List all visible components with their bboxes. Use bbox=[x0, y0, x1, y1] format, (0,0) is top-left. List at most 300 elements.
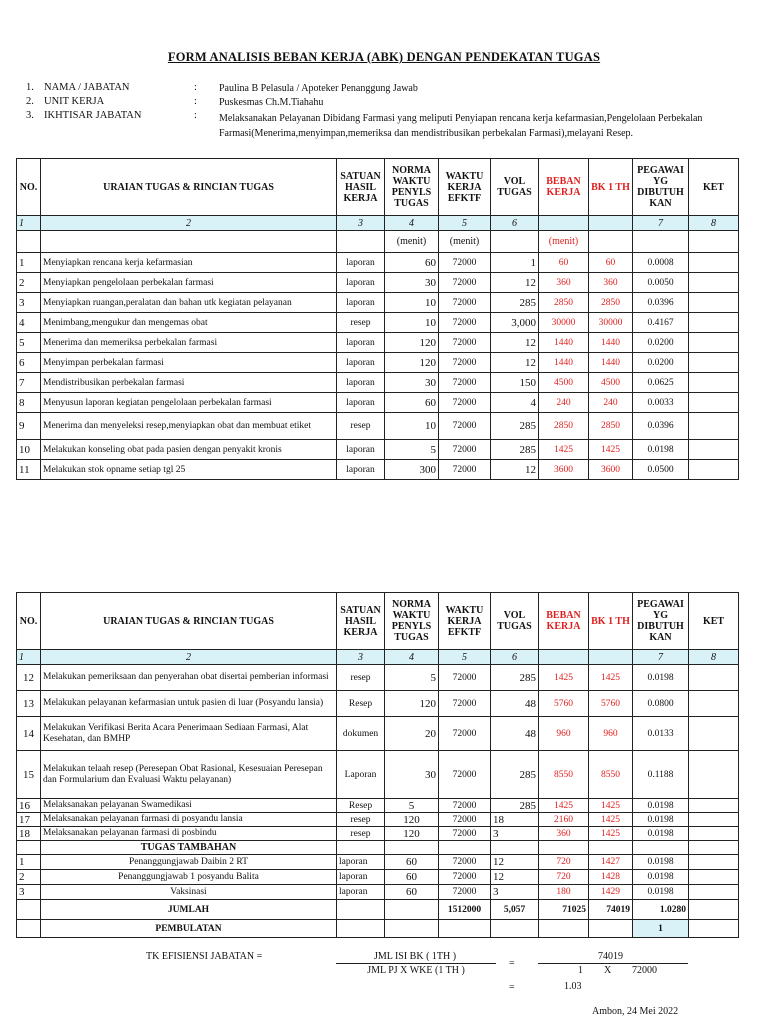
cell-waktu: 72000 bbox=[439, 313, 491, 333]
cell-vol: 285 bbox=[491, 799, 539, 813]
cell-empty bbox=[17, 920, 41, 938]
table-row bbox=[17, 827, 739, 841]
info-row bbox=[26, 110, 766, 150]
column-number: 8 bbox=[689, 650, 739, 665]
cell-pegawai: 0.0033 bbox=[633, 393, 689, 413]
cell-waktu: 72000 bbox=[439, 751, 491, 799]
unit-beban: (menit) bbox=[539, 231, 589, 253]
tugas-tambahan-label: TUGAS TAMBAHAN bbox=[41, 841, 337, 855]
column-number: 8 bbox=[689, 216, 739, 231]
cell-vol: 12 bbox=[491, 333, 539, 353]
cell-satuan: laporan bbox=[337, 855, 385, 870]
abk-table-2 bbox=[16, 592, 739, 938]
table-row bbox=[17, 273, 739, 293]
cell-pegawai: 0.0198 bbox=[633, 813, 689, 827]
table-row bbox=[17, 353, 739, 373]
cell-norma: 10 bbox=[385, 413, 439, 440]
column-number: 2 bbox=[41, 650, 337, 665]
cell-no: 17 bbox=[17, 813, 41, 827]
cell-beban: 8550 bbox=[539, 751, 589, 799]
cell-bk: 2850 bbox=[589, 293, 633, 313]
cell-waktu: 72000 bbox=[439, 353, 491, 373]
column-number: 6 bbox=[491, 650, 539, 665]
cell-no: 18 bbox=[17, 827, 41, 841]
column-number: 3 bbox=[337, 216, 385, 231]
cell-no: 8 bbox=[17, 393, 41, 413]
cell-pegawai: 0.0198 bbox=[633, 870, 689, 885]
cell-vol: 285 bbox=[491, 665, 539, 691]
header-satuan: SATUAN HASIL KERJA bbox=[337, 593, 385, 650]
cell-uraian: Penanggungjawab Daibin 2 RT bbox=[41, 855, 337, 870]
column-number: 4 bbox=[385, 650, 439, 665]
cell-satuan: laporan bbox=[337, 253, 385, 273]
cell-bk: 4500 bbox=[589, 373, 633, 393]
cell-ket bbox=[689, 751, 739, 799]
cell-empty bbox=[337, 920, 385, 938]
cell-vol: 3 bbox=[491, 885, 539, 900]
table-row bbox=[17, 393, 739, 413]
cell-beban: 1440 bbox=[539, 333, 589, 353]
info-number: 1. bbox=[26, 82, 34, 93]
cell-no: 9 bbox=[17, 413, 41, 440]
formula-den-a: 1 bbox=[578, 965, 583, 976]
cell-ket bbox=[689, 691, 739, 717]
cell-uraian: Menyiapkan ruangan,peralatan dan bahan utk kegiatan pelayanan bbox=[41, 293, 337, 313]
cell-vol: 4 bbox=[491, 393, 539, 413]
header-ket: KET bbox=[689, 593, 739, 650]
cell-norma: 60 bbox=[385, 885, 439, 900]
cell-norma: 120 bbox=[385, 813, 439, 827]
header-beban: BEBAN KERJA bbox=[539, 159, 589, 216]
cell-empty bbox=[491, 920, 539, 938]
table-row bbox=[17, 885, 739, 900]
cell-satuan: laporan bbox=[337, 333, 385, 353]
info-number: 3. bbox=[26, 110, 34, 121]
cell-empty bbox=[689, 841, 739, 855]
cell-waktu: 72000 bbox=[439, 691, 491, 717]
cell-satuan: laporan bbox=[337, 273, 385, 293]
cell-satuan: laporan bbox=[337, 870, 385, 885]
cell-waktu: 72000 bbox=[439, 253, 491, 273]
cell-empty bbox=[633, 841, 689, 855]
formula-den-x: X bbox=[604, 965, 612, 976]
column-number bbox=[589, 650, 633, 665]
header-no: NO. bbox=[17, 159, 41, 216]
header-vol: VOL TUGAS bbox=[491, 593, 539, 650]
cell-empty bbox=[385, 841, 439, 855]
cell-norma: 120 bbox=[385, 691, 439, 717]
cell-ket bbox=[689, 353, 739, 373]
cell-empty bbox=[539, 841, 589, 855]
column-number: 1 bbox=[17, 216, 41, 231]
cell-uraian: Menyiapkan rencana kerja kefarmasian bbox=[41, 253, 337, 273]
cell-beban: 30000 bbox=[539, 313, 589, 333]
cell-empty bbox=[491, 841, 539, 855]
cell-vol: 285 bbox=[491, 440, 539, 460]
cell-no: 1 bbox=[17, 253, 41, 273]
cell-no: 13 bbox=[17, 691, 41, 717]
cell-ket bbox=[689, 665, 739, 691]
jumlah-pegawai: 1.0280 bbox=[633, 900, 689, 920]
pembulatan-label: PEMBULATAN bbox=[41, 920, 337, 938]
cell-pegawai: 0.0396 bbox=[633, 413, 689, 440]
jumlah-vol: 5,057 bbox=[491, 900, 539, 920]
column-number: 5 bbox=[439, 650, 491, 665]
place-date: Ambon, 24 Mei 2022 bbox=[592, 1006, 679, 1017]
cell-bk: 1440 bbox=[589, 353, 633, 373]
info-number: 2. bbox=[26, 96, 34, 107]
jumlah-label: JUMLAH bbox=[41, 900, 337, 920]
column-number: 7 bbox=[633, 216, 689, 231]
table-row bbox=[17, 440, 739, 460]
cell-vol: 12 bbox=[491, 353, 539, 373]
table-row bbox=[17, 717, 739, 751]
header-beban: BEBAN KERJA bbox=[539, 593, 589, 650]
cell-beban: 2850 bbox=[539, 293, 589, 313]
cell-satuan: resep bbox=[337, 813, 385, 827]
cell-beban: 4500 bbox=[539, 373, 589, 393]
cell-satuan: laporan bbox=[337, 293, 385, 313]
cell-vol: 1 bbox=[491, 253, 539, 273]
cell-waktu: 72000 bbox=[439, 827, 491, 841]
cell-vol: 48 bbox=[491, 691, 539, 717]
info-colon: : bbox=[194, 82, 197, 93]
cell-satuan: laporan bbox=[337, 440, 385, 460]
info-colon: : bbox=[194, 110, 197, 121]
cell-no: 12 bbox=[17, 665, 41, 691]
cell-pegawai: 0.0200 bbox=[633, 353, 689, 373]
cell-norma: 60 bbox=[385, 253, 439, 273]
cell-no: 11 bbox=[17, 460, 41, 480]
cell-empty bbox=[385, 920, 439, 938]
cell-ket bbox=[689, 373, 739, 393]
cell-no: 6 bbox=[17, 353, 41, 373]
cell-ket bbox=[689, 273, 739, 293]
cell-uraian: Vaksinasi bbox=[41, 885, 337, 900]
formula-den-b: 72000 bbox=[632, 965, 657, 976]
cell-ket bbox=[689, 460, 739, 480]
unit-empty bbox=[589, 231, 633, 253]
cell-norma: 5 bbox=[385, 799, 439, 813]
cell-beban: 3600 bbox=[539, 460, 589, 480]
cell-ket bbox=[689, 333, 739, 353]
cell-beban: 180 bbox=[539, 885, 589, 900]
cell-pegawai: 0.1188 bbox=[633, 751, 689, 799]
cell-empty bbox=[689, 900, 739, 920]
cell-no: 5 bbox=[17, 333, 41, 353]
cell-pegawai: 0.0198 bbox=[633, 827, 689, 841]
cell-bk: 1428 bbox=[589, 870, 633, 885]
cell-waktu: 72000 bbox=[439, 855, 491, 870]
cell-bk: 360 bbox=[589, 273, 633, 293]
cell-uraian: Melakukan konseling obat pada pasien dengan penyakit kronis bbox=[41, 440, 337, 460]
cell-uraian: Menimbang,mengukur dan mengemas obat bbox=[41, 313, 337, 333]
cell-bk: 5760 bbox=[589, 691, 633, 717]
column-number: 5 bbox=[439, 216, 491, 231]
cell-pegawai: 0.0133 bbox=[633, 717, 689, 751]
column-number: 6 bbox=[491, 216, 539, 231]
cell-beban: 1425 bbox=[539, 799, 589, 813]
cell-no: 15 bbox=[17, 751, 41, 799]
cell-no: 3 bbox=[17, 885, 41, 900]
cell-uraian: Menyiapkan pengelolaan perbekalan farmasi bbox=[41, 273, 337, 293]
table-row bbox=[17, 313, 739, 333]
cell-satuan: resep bbox=[337, 413, 385, 440]
cell-bk: 1425 bbox=[589, 799, 633, 813]
header-uraian: URAIAN TUGAS & RINCIAN TUGAS bbox=[41, 159, 337, 216]
header-bk: BK 1 TH bbox=[589, 159, 633, 216]
cell-ket bbox=[689, 413, 739, 440]
cell-waktu: 72000 bbox=[439, 813, 491, 827]
header-vol: VOL TUGAS bbox=[491, 159, 539, 216]
cell-vol: 3 bbox=[491, 827, 539, 841]
cell-uraian: Menyusun laporan kegiatan pengelolaan perbekalan farmasi bbox=[41, 393, 337, 413]
cell-empty bbox=[17, 900, 41, 920]
cell-beban: 1425 bbox=[539, 665, 589, 691]
cell-satuan: laporan bbox=[337, 353, 385, 373]
cell-beban: 960 bbox=[539, 717, 589, 751]
cell-ket bbox=[689, 253, 739, 273]
unit-empty bbox=[337, 231, 385, 253]
cell-waktu: 72000 bbox=[439, 460, 491, 480]
cell-vol: 3,000 bbox=[491, 313, 539, 333]
cell-vol: 285 bbox=[491, 751, 539, 799]
cell-norma: 20 bbox=[385, 717, 439, 751]
cell-uraian: Penanggungjawab 1 posyandu Balita bbox=[41, 870, 337, 885]
cell-norma: 60 bbox=[385, 393, 439, 413]
header-no: NO. bbox=[17, 593, 41, 650]
column-number bbox=[539, 650, 589, 665]
cell-beban: 240 bbox=[539, 393, 589, 413]
cell-empty bbox=[589, 841, 633, 855]
cell-uraian: Melakukan Verifikasi Berita Acara Penerimaan Sediaan Farmasi, Alat Kesehatan, dan BMHP bbox=[41, 717, 337, 751]
cell-satuan: resep bbox=[337, 313, 385, 333]
column-number bbox=[539, 216, 589, 231]
cell-beban: 60 bbox=[539, 253, 589, 273]
cell-bk: 1425 bbox=[589, 827, 633, 841]
cell-no: 10 bbox=[17, 440, 41, 460]
cell-ket bbox=[689, 313, 739, 333]
cell-bk: 960 bbox=[589, 717, 633, 751]
cell-norma: 10 bbox=[385, 293, 439, 313]
cell-pegawai: 0.0198 bbox=[633, 665, 689, 691]
column-number-row bbox=[17, 216, 739, 231]
cell-waktu: 72000 bbox=[439, 799, 491, 813]
header-pegawai: PEGAWAI YG DIBUTUH KAN bbox=[633, 593, 689, 650]
cell-satuan: resep bbox=[337, 665, 385, 691]
cell-pegawai: 0.0198 bbox=[633, 799, 689, 813]
table-row bbox=[17, 799, 739, 813]
cell-bk: 1425 bbox=[589, 665, 633, 691]
cell-vol: 18 bbox=[491, 813, 539, 827]
unit-empty bbox=[41, 231, 337, 253]
cell-pegawai: 0.0198 bbox=[633, 855, 689, 870]
unit-norma: (menit) bbox=[385, 231, 439, 253]
column-number: 4 bbox=[385, 216, 439, 231]
unit-waktu: (menit) bbox=[439, 231, 491, 253]
cell-satuan: resep bbox=[337, 827, 385, 841]
unit-empty bbox=[689, 231, 739, 253]
cell-empty bbox=[337, 900, 385, 920]
table-row bbox=[17, 855, 739, 870]
cell-uraian: Menerima dan menyeleksi resep,menyiapkan obat dan membuat etiket bbox=[41, 413, 337, 440]
cell-uraian: Mendistribusikan perbekalan farmasi bbox=[41, 373, 337, 393]
cell-pegawai: 0.0500 bbox=[633, 460, 689, 480]
cell-satuan: laporan bbox=[337, 885, 385, 900]
cell-vol: 48 bbox=[491, 717, 539, 751]
table-row bbox=[17, 413, 739, 440]
cell-beban: 1425 bbox=[539, 440, 589, 460]
cell-ket bbox=[689, 799, 739, 813]
unit-empty bbox=[17, 231, 41, 253]
table-row bbox=[17, 751, 739, 799]
cell-norma: 120 bbox=[385, 333, 439, 353]
cell-waktu: 72000 bbox=[439, 885, 491, 900]
column-number: 7 bbox=[633, 650, 689, 665]
header-ket: KET bbox=[689, 159, 739, 216]
cell-waktu: 72000 bbox=[439, 273, 491, 293]
cell-ket bbox=[689, 870, 739, 885]
cell-vol: 285 bbox=[491, 413, 539, 440]
cell-empty bbox=[539, 920, 589, 938]
column-number-row bbox=[17, 650, 739, 665]
jumlah-row bbox=[17, 900, 739, 920]
unit-empty bbox=[491, 231, 539, 253]
cell-empty bbox=[337, 841, 385, 855]
formula-numerator: JML ISI BK ( 1TH ) bbox=[373, 951, 457, 962]
table-row bbox=[17, 333, 739, 353]
cell-satuan: laporan bbox=[337, 460, 385, 480]
units-row bbox=[17, 231, 739, 253]
jumlah-beban: 71025 bbox=[539, 900, 589, 920]
table-row bbox=[17, 460, 739, 480]
cell-bk: 1429 bbox=[589, 885, 633, 900]
cell-pegawai: 0.0396 bbox=[633, 293, 689, 313]
cell-vol: 150 bbox=[491, 373, 539, 393]
column-number: 1 bbox=[17, 650, 41, 665]
formula-result: 1.03 bbox=[564, 981, 582, 992]
form-title: FORM ANALISIS BEBAN KERJA (ABK) DENGAN PENDEKATAN TUGAS bbox=[167, 50, 601, 64]
cell-uraian: Menerima dan memeriksa perbekalan farmasi bbox=[41, 333, 337, 353]
cell-empty bbox=[689, 920, 739, 938]
cell-pegawai: 0.0200 bbox=[633, 333, 689, 353]
cell-uraian: Melakukan pemeriksaan dan penyerahan obat disertai pemberian informasi bbox=[41, 665, 337, 691]
info-label: UNIT KERJA bbox=[44, 96, 105, 107]
cell-uraian: Melaksanakan pelayanan Swamedikasi bbox=[41, 799, 337, 813]
cell-bk: 240 bbox=[589, 393, 633, 413]
cell-satuan: laporan bbox=[337, 393, 385, 413]
cell-empty bbox=[439, 841, 491, 855]
cell-norma: 120 bbox=[385, 353, 439, 373]
header-waktu: WAKTU KERJA EFKTF bbox=[439, 159, 491, 216]
info-value: Puskesmas Ch.M.Tiahahu bbox=[219, 97, 324, 108]
column-number: 3 bbox=[337, 650, 385, 665]
cell-beban: 360 bbox=[539, 273, 589, 293]
cell-empty bbox=[385, 900, 439, 920]
cell-pegawai: 0.4167 bbox=[633, 313, 689, 333]
cell-pegawai: 0.0800 bbox=[633, 691, 689, 717]
cell-empty bbox=[17, 841, 41, 855]
cell-ket bbox=[689, 440, 739, 460]
cell-beban: 360 bbox=[539, 827, 589, 841]
cell-satuan: dokumen bbox=[337, 717, 385, 751]
cell-ket bbox=[689, 293, 739, 313]
cell-uraian: Melaksanakan pelayanan farmasi di posyandu lansia bbox=[41, 813, 337, 827]
header-norma: NORMA WAKTU PENYLS TUGAS bbox=[385, 593, 439, 650]
header-uraian: URAIAN TUGAS & RINCIAN TUGAS bbox=[41, 593, 337, 650]
info-value: Melaksanakan Pelayanan Dibidang Farmasi yang meliputi Penyiapan rencana kerja kefarmasian,Pengelolaan Perbekalan Farmasi(Menerima,menyimpan,memeriksa dan mendistribusikan perbekalan Farmasi),melayani Resep. bbox=[219, 113, 703, 139]
formula-value-numerator: 74019 bbox=[598, 951, 623, 962]
cell-norma: 5 bbox=[385, 665, 439, 691]
cell-ket bbox=[689, 855, 739, 870]
abk-table-1 bbox=[16, 158, 739, 480]
cell-beban: 5760 bbox=[539, 691, 589, 717]
cell-norma: 60 bbox=[385, 855, 439, 870]
cell-satuan: Resep bbox=[337, 691, 385, 717]
cell-vol: 12 bbox=[491, 273, 539, 293]
cell-waktu: 72000 bbox=[439, 440, 491, 460]
tugas-tambahan-row bbox=[17, 841, 739, 855]
info-colon: : bbox=[194, 96, 197, 107]
cell-bk: 8550 bbox=[589, 751, 633, 799]
info-label: IKHTISAR JABATAN bbox=[44, 110, 142, 121]
cell-uraian: Menyimpan perbekalan farmasi bbox=[41, 353, 337, 373]
cell-bk: 1440 bbox=[589, 333, 633, 353]
cell-vol: 285 bbox=[491, 293, 539, 313]
cell-pegawai: 0.0050 bbox=[633, 273, 689, 293]
jumlah-waktu: 1512000 bbox=[439, 900, 491, 920]
cell-norma: 300 bbox=[385, 460, 439, 480]
cell-waktu: 72000 bbox=[439, 393, 491, 413]
cell-ket bbox=[689, 885, 739, 900]
cell-ket bbox=[689, 717, 739, 751]
cell-bk: 60 bbox=[589, 253, 633, 273]
cell-pegawai: 0.0625 bbox=[633, 373, 689, 393]
cell-no: 7 bbox=[17, 373, 41, 393]
column-number: 2 bbox=[41, 216, 337, 231]
cell-vol: 12 bbox=[491, 460, 539, 480]
table-row bbox=[17, 870, 739, 885]
table-row bbox=[17, 373, 739, 393]
cell-norma: 30 bbox=[385, 273, 439, 293]
column-number bbox=[589, 216, 633, 231]
formula-fraction-line bbox=[336, 963, 496, 964]
info-label: NAMA / JABATAN bbox=[44, 82, 130, 93]
cell-ket bbox=[689, 813, 739, 827]
cell-waktu: 72000 bbox=[439, 870, 491, 885]
cell-uraian: Melakukan stok opname setiap tgl 25 bbox=[41, 460, 337, 480]
cell-beban: 720 bbox=[539, 855, 589, 870]
cell-waktu: 72000 bbox=[439, 373, 491, 393]
cell-no: 14 bbox=[17, 717, 41, 751]
cell-bk: 1427 bbox=[589, 855, 633, 870]
table-row bbox=[17, 293, 739, 313]
cell-no: 3 bbox=[17, 293, 41, 313]
cell-bk: 30000 bbox=[589, 313, 633, 333]
cell-uraian: Melakukan pelayanan kefarmasian untuk pasien di luar (Posyandu lansia) bbox=[41, 691, 337, 717]
cell-no: 16 bbox=[17, 799, 41, 813]
cell-waktu: 72000 bbox=[439, 665, 491, 691]
cell-uraian: Melaksanakan pelayanan farmasi di posbindu bbox=[41, 827, 337, 841]
unit-empty bbox=[633, 231, 689, 253]
cell-bk: 1425 bbox=[589, 813, 633, 827]
table-header-row bbox=[17, 593, 739, 650]
cell-waktu: 72000 bbox=[439, 413, 491, 440]
formula-label: TK EFISIENSI JABATAN = bbox=[146, 951, 263, 962]
table-row bbox=[17, 813, 739, 827]
header-norma: NORMA WAKTU PENYLS TUGAS bbox=[385, 159, 439, 216]
table-row bbox=[17, 253, 739, 273]
